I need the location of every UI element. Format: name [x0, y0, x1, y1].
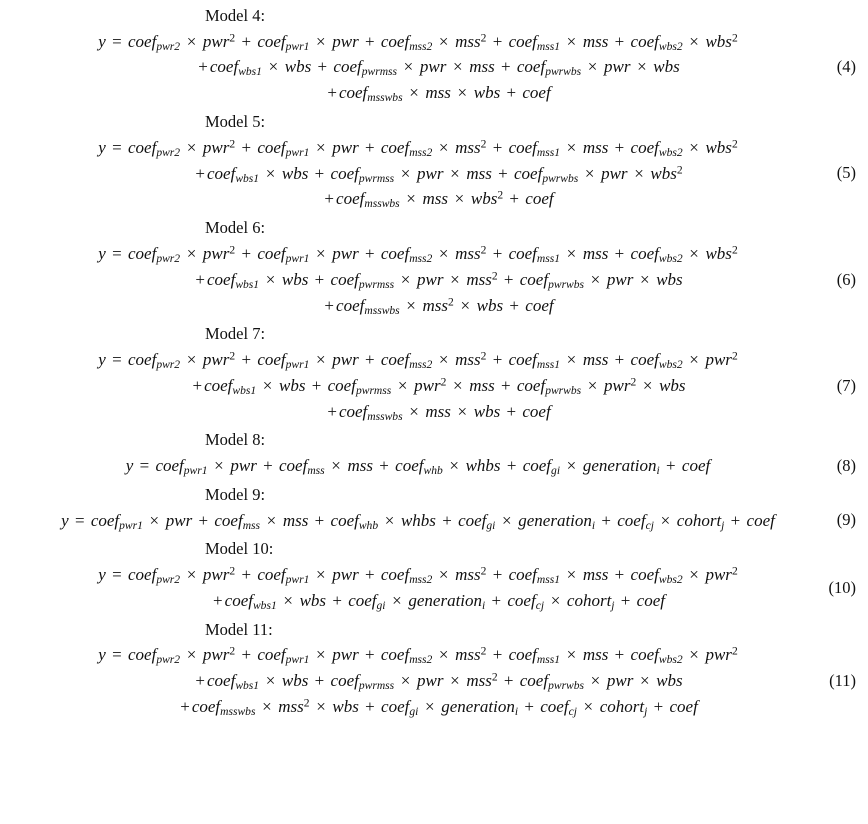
equation-7-body	[0, 347, 868, 424]
model-title-10: Model 10:	[205, 539, 274, 559]
model-block-6	[0, 218, 868, 318]
model-title-8: Model 8:	[205, 430, 266, 450]
equation-11-body	[0, 642, 868, 719]
equation-line: + coef$_{wbs1}$ × wbs + coef$_{pwrmss}$ × pwr × mss$^2$ + coef$_{pwrwbs}$ × pwr × wbs	[195, 269, 683, 291]
equation-4	[0, 29, 868, 106]
equation-number-10: (10)	[828, 577, 856, 597]
equation-6	[0, 241, 868, 318]
equation-number-11: (11)	[829, 670, 856, 690]
equation-9-body	[0, 508, 868, 534]
equation-line: y = coef$_{pwr2}$ × pwr$^2$ + coef$_{pwr1}$ × pwr + coef$_{mss2}$ × mss$^2$ + coef$_{mss1}$ × mss + coef$_{wbs2}$ × pwr$^2$	[98, 644, 738, 667]
equation-11	[0, 642, 868, 719]
equation-line: + coef$_{wbs1}$ × wbs + coef$_{gi}$ × generation$_i$ + coef$_{cj}$ × cohort$_j$ + coef	[213, 590, 665, 613]
equation-line: y = coef$_{pwr2}$ × pwr$^2$ + coef$_{pwr1}$ × pwr + coef$_{mss2}$ × mss$^2$ + coef$_{mss1}$ × mss + coef$_{wbs2}$ × wbs$^2$	[98, 243, 738, 266]
equation-6-body	[0, 241, 868, 318]
equation-number-9: (9)	[836, 510, 856, 530]
equation-line: + coef$_{msswbs}$ × mss × wbs + coef	[327, 83, 551, 105]
equation-number-5: (5)	[836, 163, 856, 183]
equation-line: y = coef$_{pwr2}$ × pwr$^2$ + coef$_{pwr1}$ × pwr + coef$_{mss2}$ × mss$^2$ + coef$_{mss1}$ × mss + coef$_{wbs2}$ × wbs$^2$	[98, 31, 738, 53]
equation-number-4: (4)	[836, 57, 856, 77]
equation-10-body	[0, 562, 868, 614]
equation-line: + coef$_{wbs1}$ × wbs + coef$_{pwrmss}$ × pwr × mss + coef$_{pwrwbs}$ × pwr × wbs	[198, 57, 680, 79]
model-title-9: Model 9:	[205, 484, 266, 504]
model-title-6: Model 6:	[205, 218, 266, 238]
equation-line: + coef$_{wbs1}$ × wbs + coef$_{pwrmss}$ × pwr × mss + coef$_{pwrwbs}$ × pwr × wbs$^2$	[195, 163, 683, 185]
equation-7	[0, 347, 868, 424]
model-title-5: Model 5:	[205, 112, 266, 132]
equation-line: y = coef$_{pwr2}$ × pwr$^2$ + coef$_{pwr1}$ × pwr + coef$_{mss2}$ × mss$^2$ + coef$_{mss1}$ × mss + coef$_{wbs2}$ × pwr$^2$	[98, 564, 738, 587]
model-block-11	[0, 620, 868, 720]
model-block-4	[0, 6, 868, 106]
equation-line: y = coef$_{pwr2}$ × pwr$^2$ + coef$_{pwr1}$ × pwr + coef$_{mss2}$ × mss$^2$ + coef$_{mss1}$ × mss + coef$_{wbs2}$ × wbs$^2$	[98, 137, 738, 159]
model-title-7: Model 7:	[205, 324, 266, 344]
model-block-9	[0, 485, 868, 533]
equation-number-7: (7)	[836, 375, 856, 395]
equation-line: + coef$_{msswbs}$ × mss$^2$ × wbs + coef$_{gi}$ × generation$_i$ + coef$_{cj}$ × cohort$_j$ + coef	[180, 696, 698, 719]
equation-9	[0, 508, 868, 534]
equation-8	[0, 453, 868, 479]
model-block-10	[0, 539, 868, 613]
equation-number-8: (8)	[836, 455, 856, 475]
model-title-4: Model 4:	[205, 6, 266, 25]
equation-5-body	[0, 135, 868, 212]
model-title-11: Model 11:	[205, 619, 273, 639]
equation-line: + coef$_{wbs1}$ × wbs + coef$_{pwrmss}$ × pwr$^2$ × mss + coef$_{pwrwbs}$ × pwr$^2$ × wbs	[192, 375, 686, 398]
equation-4-body	[0, 29, 868, 106]
equation-line: y = coef$_{pwr1}$ × pwr + coef$_{mss}$ × mss + coef$_{whb}$ × whbs + coef$_{gi}$ × generation$_i$ + coef$_{cj}$ × cohort$_j$ + coef	[61, 510, 775, 532]
equation-line: + coef$_{msswbs}$ × mss$^2$ × wbs + coef	[324, 294, 554, 317]
equation-8-body	[0, 453, 868, 479]
equation-line: y = coef$_{pwr2}$ × pwr$^2$ + coef$_{pwr1}$ × pwr + coef$_{mss2}$ × mss$^2$ + coef$_{mss1}$ × mss + coef$_{wbs2}$ × pwr$^2$	[98, 349, 738, 372]
equation-line: + coef$_{msswbs}$ × mss × wbs + coef	[327, 401, 551, 423]
equation-page	[0, 6, 868, 824]
equation-line: + coef$_{msswbs}$ × mss × wbs$^2$ + coef	[324, 188, 554, 211]
equation-5	[0, 135, 868, 212]
model-block-5	[0, 112, 868, 212]
equation-number-6: (6)	[836, 269, 856, 289]
equation-line: y = coef$_{pwr1}$ × pwr + coef$_{mss}$ × mss + coef$_{whb}$ × whbs + coef$_{gi}$ × generation$_i$ + coef	[125, 456, 711, 478]
equation-line: + coef$_{wbs1}$ × wbs + coef$_{pwrmss}$ × pwr × mss$^2$ + coef$_{pwrwbs}$ × pwr × wbs	[195, 670, 683, 693]
equation-10	[0, 562, 868, 614]
model-block-8	[0, 430, 868, 478]
model-block-7	[0, 324, 868, 424]
